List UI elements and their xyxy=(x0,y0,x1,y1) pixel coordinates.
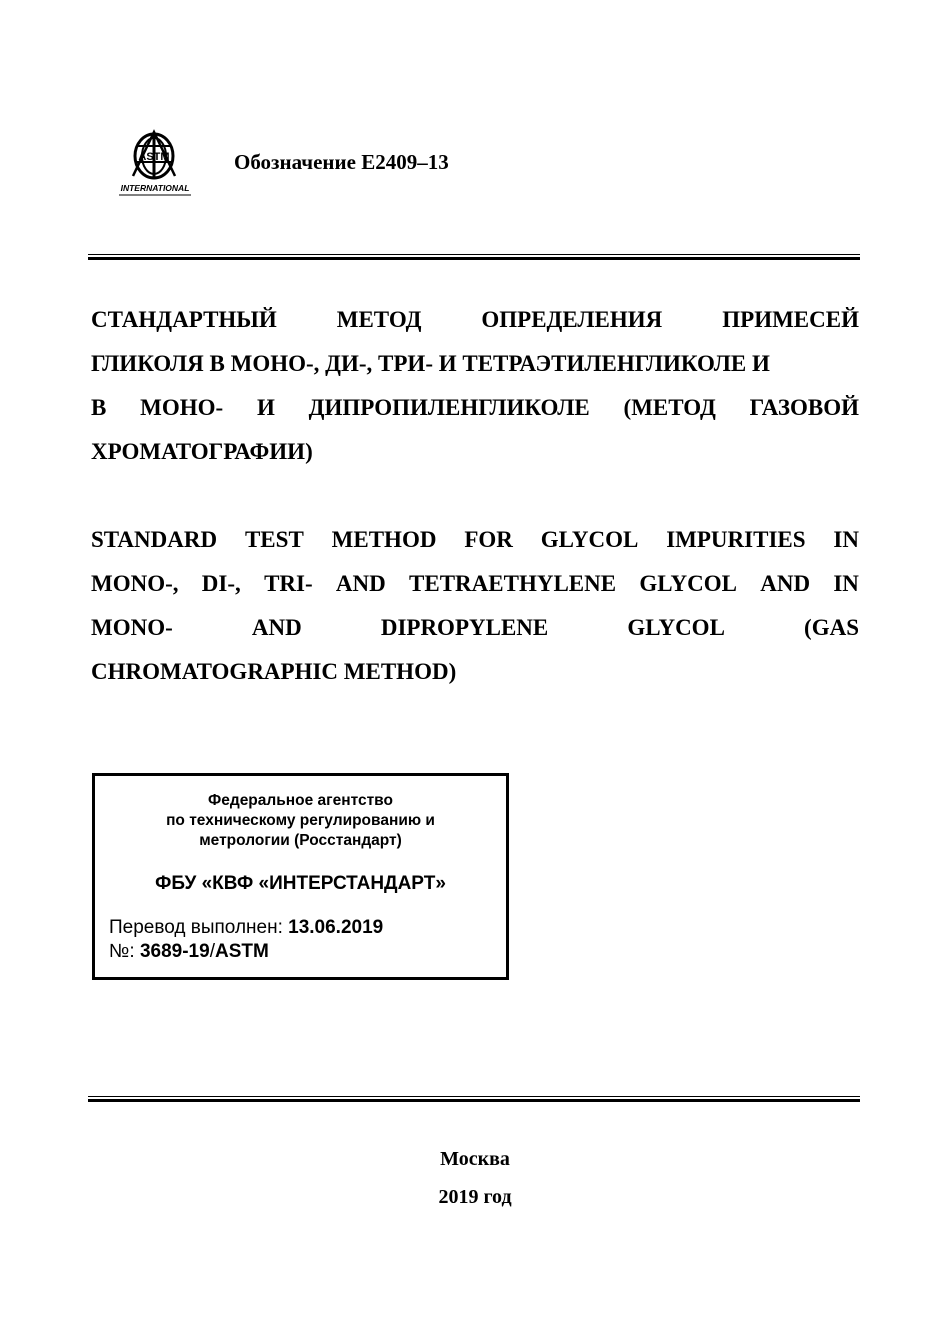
title-word: GLYCOL xyxy=(540,527,639,552)
title-word: ХРОМАТОГРАФИИ) xyxy=(91,439,313,464)
title-word: METHOD xyxy=(331,527,437,552)
title-word: GLYCOL xyxy=(627,615,725,640)
title-line xyxy=(91,562,859,606)
title-english xyxy=(91,518,859,694)
agency-name xyxy=(95,791,506,851)
agency-line: метрологии (Росстандарт) xyxy=(199,832,402,849)
top-double-rule xyxy=(88,254,860,260)
logo-subtext: INTERNATIONAL xyxy=(120,183,190,193)
title-word: (МЕТОД xyxy=(623,395,716,420)
title-word: GLYCOL xyxy=(639,571,737,596)
title-line xyxy=(91,650,859,694)
agency-line: по техническому регулированию и xyxy=(166,812,435,829)
translation-number-value: 3689-19 xyxy=(139,941,210,962)
title-word: STANDARD xyxy=(91,527,218,552)
title-word: МОНО- xyxy=(140,395,224,420)
organization-name: ФБУ «КВФ «ИНТЕРСТАНДАРТ» xyxy=(155,873,446,894)
title-word: (GAS xyxy=(804,615,859,640)
title-word: ГАЗОВОЙ xyxy=(749,395,859,420)
translation-stamp xyxy=(92,773,509,980)
title-word: ОПРЕДЕЛЕНИЯ xyxy=(481,307,663,332)
document-designation: Обозначение E2409–13 xyxy=(234,150,449,174)
translation-number-label: №: xyxy=(109,941,140,962)
title-word: ДИПРОПИЛЕНГЛИКОЛЕ xyxy=(308,395,590,420)
title-word: МЕТОД xyxy=(336,307,422,332)
publication-city: Москва xyxy=(440,1148,510,1170)
title-word: AND xyxy=(251,615,302,640)
title-word: IN xyxy=(833,571,859,596)
title-word: ПРИМЕСЕЙ xyxy=(722,307,859,332)
title-line xyxy=(91,606,859,650)
translation-date-label: Перевод выполнен: xyxy=(109,917,289,938)
title-line xyxy=(91,430,859,474)
title-word: СТАНДАРТНЫЙ xyxy=(91,307,277,332)
title-word: В xyxy=(91,395,107,420)
title-word: DIPROPYLENE xyxy=(380,615,549,640)
bottom-double-rule xyxy=(88,1096,860,1102)
title-word: FOR xyxy=(464,527,513,552)
translation-date-value: 13.06.2019 xyxy=(288,917,384,938)
translation-number-separator: / xyxy=(209,941,215,962)
translation-number-suffix: ASTM xyxy=(214,941,269,962)
title-word: ГЛИКОЛЯ В МОНО-, ДИ-, ТРИ- И ТЕТРАЭТИЛЕНГЛИКОЛЕ И xyxy=(91,351,770,376)
title-word: IN xyxy=(833,527,859,552)
title-word: CHROMATOGRAPHIC METHOD) xyxy=(91,659,457,684)
translation-number-row xyxy=(109,941,269,963)
title-word: AND xyxy=(335,571,386,596)
title-line xyxy=(91,518,859,562)
title-russian xyxy=(91,298,859,474)
astm-logo xyxy=(113,128,199,198)
title-word: TETRAETHYLENE xyxy=(409,571,617,596)
title-word: IMPURITIES xyxy=(666,527,806,552)
title-line xyxy=(91,342,859,386)
publication-year: 2019 год xyxy=(438,1186,512,1208)
title-word: MONO-, xyxy=(91,571,179,596)
title-word: И xyxy=(256,395,275,420)
title-line xyxy=(91,298,859,342)
title-line xyxy=(91,386,859,430)
translation-date-row xyxy=(109,917,383,939)
title-word: TRI- xyxy=(264,571,313,596)
logo-text: ASTM xyxy=(138,151,170,163)
agency-line: Федеральное агентство xyxy=(208,792,393,809)
title-word: DI-, xyxy=(201,571,241,596)
title-word: TEST xyxy=(244,527,304,552)
title-word: AND xyxy=(760,571,811,596)
title-word: MONO- xyxy=(91,615,173,640)
